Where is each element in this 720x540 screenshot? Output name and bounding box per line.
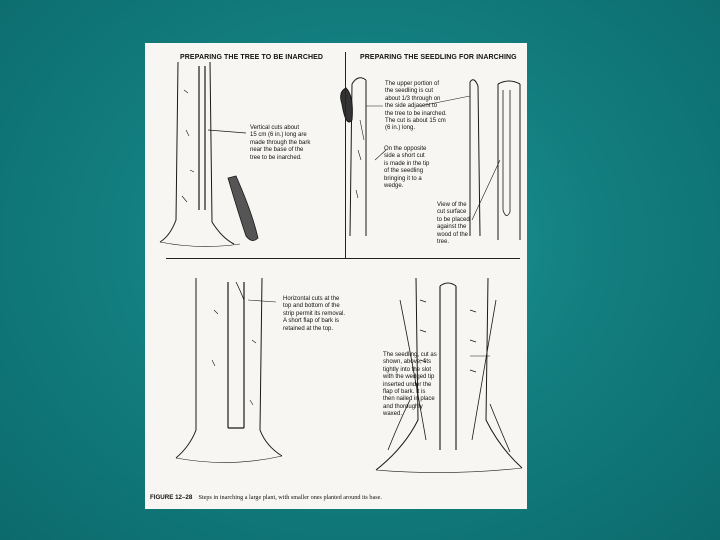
figure-caption (150, 494, 382, 501)
horizontal-cuts-note: Horizontal cuts at the top and bottom of the strip permit its removal. A short flap of bark is retained at the top. (283, 296, 346, 332)
figure-label: FIGURE 12–28 (150, 494, 193, 501)
vertical-cuts-note: Vertical cuts about 15 cm (6 in.) long are made through the bark near the base of the tree to be inarched. (250, 125, 311, 161)
tree-heading: PREPARING THE TREE TO BE INARCHED (180, 54, 324, 61)
seedling-fits-note: The seedling, cut as shown, above, fits tightly into the slot with the wedged tip inserted under the flap of bark. It is then nailed in place and thoroughly waxed. (383, 352, 437, 418)
upper-portion-note: The upper portion of the seedling is cut about 1/3 through on the side adjacent to the tree to be inarched. The cut is about 15 cm (6 in.) long. (385, 81, 447, 132)
tree-trunk-drawing (160, 62, 258, 247)
figure-caption-text: Steps in inarching a large plant, with smaller ones planted around its base. (198, 494, 382, 501)
view-cut-note: View of the cut surface to be placed against the wood of the tree. (437, 202, 470, 246)
panel-divider-vertical (345, 52, 346, 258)
panel-divider-horizontal (166, 258, 520, 259)
tree-strip-drawing (176, 278, 282, 463)
opposite-side-note: On the opposite side a short cut is made in the tip of the seedling bringing it to a wedge. (384, 146, 430, 190)
seedling-heading: PREPARING THE SEEDLING FOR INARCHING (360, 54, 517, 61)
